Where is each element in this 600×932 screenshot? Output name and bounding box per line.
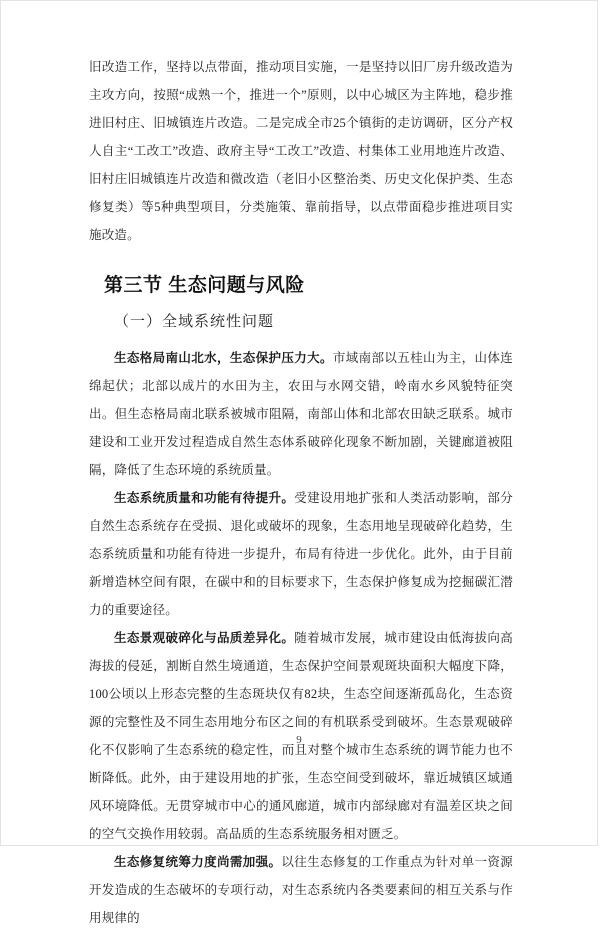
paragraph-lead: 生态景观破碎化与品质差异化。 bbox=[114, 631, 295, 645]
paragraph-body: 市域南部以五桂山为主，山体连绵起伏；北部以成片的水田为主，农田与水网交错，岭南水乡风貌特征突出。但生态格局南北联系被城市阻隔，南部山体和北部农田缺乏联系。城市建设和工业开发过程造成自然生态体系破碎化现象不断加剧，关键廊道被阻隔，降低了生态环境的系统质量。 bbox=[89, 351, 513, 477]
page-number: 9 bbox=[296, 734, 302, 746]
paragraph bbox=[89, 484, 513, 624]
subsection-heading: （一）全域系统性问题 bbox=[114, 314, 275, 330]
paragraph-lead: 生态系统质量和功能有待提升。 bbox=[114, 491, 295, 505]
paragraph-body: 以往生态修复的工作重点为针对单一资源开发造成的生态破坏的专项行动，对生态系统内各类要素间的相互关系与作用规律的 bbox=[89, 855, 513, 925]
paragraph bbox=[89, 848, 513, 932]
paragraph bbox=[89, 344, 513, 484]
intro-paragraph: 旧改造工作，坚持以点带面，推动项目实施，一是坚持以旧厂房升级改造为主攻方向，按照“成熟一个，推进一个”原则，以中心城区为主阵地，稳步推进旧村庄、旧城镇连片改造。二是完成全市25个镇街的走访调研，区分产权人自主“工改工”改造、政府主导“工改工”改造、村集体工业用地连片改造、旧村庄旧城镇连片改造和微改造（老旧小区整治类、历史文化保护类、生态修复类）等5种典型项目，分类施策、靠前指导，以点带面稳步推进项目实施改造。 bbox=[89, 60, 513, 242]
paragraphs-container bbox=[89, 344, 513, 932]
paragraph-lead: 生态格局南山北水，生态保护压力大。 bbox=[114, 351, 333, 365]
paragraph-lead: 生态修复统筹力度尚需加强。 bbox=[114, 855, 282, 869]
text-block bbox=[89, 53, 513, 932]
section-heading: 第三节 生态问题与风险 bbox=[104, 275, 305, 296]
paragraph-body: 随着城市发展，城市建设由低海拔向高海拔的侵延，割断自然生境通道，生态保护空间景观斑块面积大幅度下降，100公顷以上形态完整的生态斑块仅有82块，生态空间逐渐孤岛化，生态资源的完整性及不同生态用地分布区之间的有机联系受到破坏。生态景观破碎化不仅影响了生态系统的稳定性，而且对整个城市生态系统的调节能力也不断降低。此外，由于建设用地的扩张，生态空间受到破坏，靠近城镇区域通风环境降低。无贯穿城市中心的通风廊道，城市内部绿廊对有温差区块之间的空气交换作用较弱。高品质的生态系统服务相对匮乏。 bbox=[89, 631, 513, 841]
paragraph-body: 受建设用地扩张和人类活动影响，部分自然生态系统存在受损、退化或破坏的现象，生态用地呈现破碎化趋势，生态系统质量和功能有待进一步提升，布局有待进一步优化。此外，由于目前新增造林空间有限，在碳中和的目标要求下，生态保护修复成为挖掘碳汇潜力的重要途径。 bbox=[89, 491, 513, 617]
